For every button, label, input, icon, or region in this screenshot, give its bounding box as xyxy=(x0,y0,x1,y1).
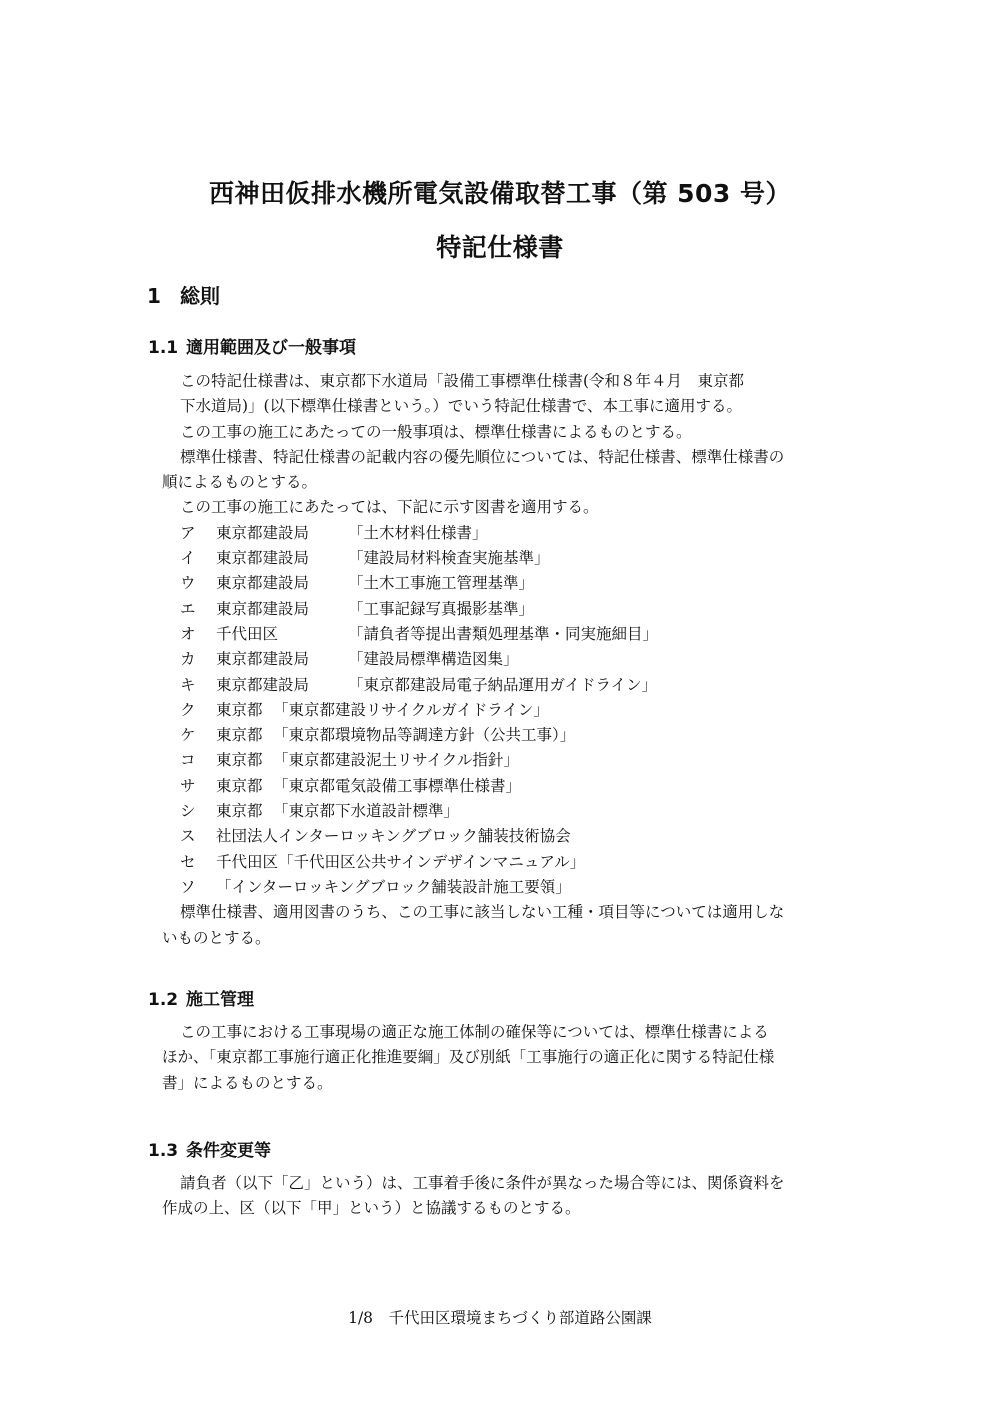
list-item xyxy=(162,597,862,622)
list-item-label: イ xyxy=(180,549,196,568)
list-item-document: 「東京都建設泥土リサイクル指針」 xyxy=(273,751,519,770)
list-item xyxy=(162,850,862,875)
list-item xyxy=(162,875,862,900)
section-title: 適用範囲及び一般事項 xyxy=(186,338,356,358)
paragraph-line: 標準仕様書、特記仕様書の記載内容の優先順位については、特記仕様書、標準仕様書の xyxy=(180,447,785,466)
list-item xyxy=(162,799,862,824)
list-item xyxy=(162,748,862,773)
section-number: 1 xyxy=(147,284,161,308)
list-item-label: ク xyxy=(180,700,196,719)
list-item-label: キ xyxy=(180,675,196,694)
list-item-organization: 東京都 xyxy=(216,700,263,719)
section-number: 1.2 xyxy=(148,990,179,1010)
section-number: 1.3 xyxy=(148,1141,179,1161)
paragraph-line: 書」によるものとする。 xyxy=(162,1073,333,1092)
paragraph-line: 標準仕様書、適用図書のうち、この工事に該当しない工種・項目等については適用しな xyxy=(180,903,785,922)
list-item-document: 「請負者等提出書類処理基準・同実施細目」 xyxy=(348,624,659,643)
list-item-organization: 東京都 xyxy=(216,751,263,770)
page-footer: 1/8 千代田区環境まちづくり部道路公園課 xyxy=(348,1309,652,1327)
list-item-organization: 千代田区 xyxy=(216,624,279,643)
list-item xyxy=(162,723,862,748)
list-item xyxy=(162,824,862,849)
list-item-document: 「建設局材料検査実施基準」 xyxy=(348,549,550,568)
list-item-label: コ xyxy=(180,751,196,770)
list-item-organization: 千代田区 xyxy=(216,852,279,871)
list-item-organization: 東京都建設局 xyxy=(216,599,310,618)
list-item-organization: 社団法人インターロッキングブロック舗装技術協会 xyxy=(216,827,571,846)
list-item-document: 「工事記録写真撮影基準」 xyxy=(348,599,535,618)
document-title: 西神田仮排水機所電気設備取替工事（第 503 号） xyxy=(208,179,792,208)
list-item-organization: 東京都建設局 xyxy=(216,523,310,542)
paragraph-line: この工事の施工にあたっては、下記に示す図書を適用する。 xyxy=(180,498,599,517)
list-item-document: 「土木材料仕様書」 xyxy=(348,523,488,542)
list-item xyxy=(162,647,862,672)
list-item-document: 「建設局標準構造図集」 xyxy=(348,650,519,669)
list-item-organization: 東京都建設局 xyxy=(216,549,310,568)
list-item xyxy=(162,571,862,596)
list-item xyxy=(162,673,862,698)
list-item-label: ウ xyxy=(180,574,196,593)
paragraph-line: この特記仕様書は、東京都下水道局「設備工事標準仕様書(令和８年４月 東京都 xyxy=(180,372,745,390)
list-item-label: ス xyxy=(180,827,196,846)
list-item xyxy=(162,521,862,546)
list-item-label: セ xyxy=(180,852,196,871)
paragraph-line: ほか、「東京都工事施行適正化推進要綱」及び別紙「工事施行の適正化に関する特記仕様 xyxy=(162,1048,775,1067)
list-item-document: 「千代田区公共サインデザインマニュアル」 xyxy=(278,852,586,871)
list-item-label: シ xyxy=(180,802,196,821)
section-1-3-heading xyxy=(148,1136,271,1161)
paragraph-line: 作成の上、区（以下「甲」という）と協議するものとする。 xyxy=(162,1199,581,1218)
reference-document-list xyxy=(162,521,862,900)
list-item-organization: 東京都建設局 xyxy=(216,574,310,593)
list-item-document: 「東京都建設リサイクルガイドライン」 xyxy=(273,700,549,719)
list-item-label: ケ xyxy=(180,726,196,745)
list-item xyxy=(162,546,862,571)
list-item-organization: 東京都 xyxy=(216,802,263,821)
section-1-2-heading xyxy=(148,985,254,1010)
list-item-document: 「東京都下水道設計標準」 xyxy=(273,802,460,821)
document-subtitle: 特記仕様書 xyxy=(436,233,564,262)
section-1-1-body xyxy=(162,369,862,951)
list-item-label: オ xyxy=(180,624,196,643)
section-1-2-body xyxy=(162,1020,862,1096)
list-item-organization: 東京都 xyxy=(216,776,263,795)
section-1-1-heading xyxy=(148,333,356,358)
paragraph-line: この工事の施工にあたっての一般事項は、標準仕様書によるものとする。 xyxy=(180,422,692,441)
section-1-heading xyxy=(147,280,220,309)
paragraph-line: いものとする。 xyxy=(162,928,271,947)
list-item-document: 「インターロッキングブロック舗装設計施工要領」 xyxy=(216,877,571,896)
list-item-document: 「東京都環境物品等調達方針（公共工事）」 xyxy=(273,726,576,745)
list-item-document: 「東京都建設局電子納品運用ガイドライン」 xyxy=(348,675,658,694)
list-item-label: エ xyxy=(180,599,196,618)
section-title: 条件変更等 xyxy=(186,1141,271,1161)
section-number: 1.1 xyxy=(148,338,179,358)
list-item-organization: 東京都建設局 xyxy=(216,675,310,694)
list-item-label: ソ xyxy=(180,877,196,896)
paragraph-line: この工事における工事現場の適正な施工体制の確保等については、標準仕様書による xyxy=(180,1023,769,1041)
list-item-organization: 東京都建設局 xyxy=(216,650,310,669)
list-item-label: サ xyxy=(180,776,196,795)
paragraph-line: 請負者（以下「乙」という）は、工事着手後に条件が異なった場合等には、関係資料を xyxy=(180,1174,785,1192)
section-1-3-body xyxy=(162,1171,862,1222)
list-item xyxy=(162,774,862,799)
list-item-label: ア xyxy=(180,523,196,542)
list-item-document: 「土木工事施工管理基準」 xyxy=(348,574,535,593)
section-title: 施工管理 xyxy=(186,990,254,1010)
section-title: 総則 xyxy=(180,284,220,308)
paragraph-line: 下水道局)」(以下標準仕様書という。）でいう特記仕様書で、本工事に適用する。 xyxy=(180,397,743,416)
list-item-label: カ xyxy=(180,650,196,669)
list-item-document: 「東京都電気設備工事標準仕様書」 xyxy=(273,776,522,795)
list-item-organization: 東京都 xyxy=(216,726,263,745)
list-item xyxy=(162,622,862,647)
list-item xyxy=(162,698,862,723)
paragraph-line: 順によるものとする。 xyxy=(162,473,318,492)
